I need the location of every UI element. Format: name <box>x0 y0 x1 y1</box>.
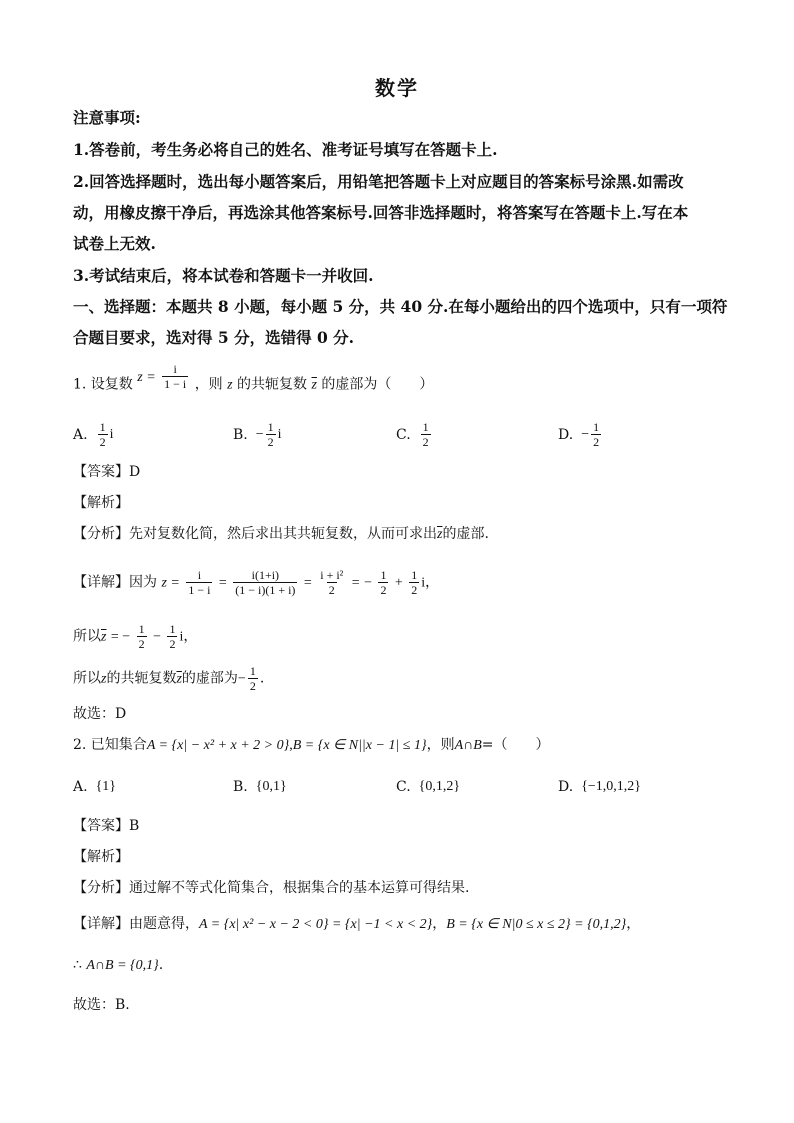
q1-option-a-den: 2 <box>99 435 106 449</box>
q2-option-a-value: {1} <box>95 779 117 794</box>
q1-xj-f2-num: i(1+i) <box>251 568 280 582</box>
q2-fenxi <box>73 876 733 900</box>
q1-option-c <box>396 420 433 449</box>
q1-xiangjie <box>73 568 733 597</box>
section-heading-line-1: 一、选择题：本题共 8 小题，每小题 5 分，共 40 分.在每小题给出的四个选项中，只有一项符 <box>73 297 728 316</box>
q1-xiangjie-half-1 <box>378 568 388 597</box>
q1-fenxi <box>73 522 733 547</box>
q2-analysis-tag: 【解析】 <box>73 849 129 865</box>
page-title: 数学 <box>375 76 419 100</box>
q1-option-b-tail: i <box>277 426 282 442</box>
q1-fenxi-zbar: $\overline{z}$ <box>437 527 443 542</box>
q1-suoyi2-h-num: 1 <box>249 664 256 678</box>
q1-suoyi2-text-3: 的虚部为 <box>181 670 238 687</box>
q1-xj-eq-2: = <box>303 575 312 591</box>
q1-suoyi2-minus: − <box>237 671 246 687</box>
q1-xiangjie-half-2 <box>409 568 419 597</box>
q1-xiangjie-tag: 【详解】 <box>73 574 129 591</box>
q1-zbar: $\overline{z}$ <box>311 377 317 393</box>
q1-suffix: 的虚部为（ ） <box>321 376 434 393</box>
q1-suoyi2-half <box>248 664 258 693</box>
q1-suoyi1-h1-num: 1 <box>138 622 145 636</box>
q2-option-c-label: C. <box>396 779 411 795</box>
q2-option-d <box>558 779 641 795</box>
q1-xj-f1-den: 1 − i <box>188 583 211 597</box>
q2-option-c-value: {0,1,2} <box>418 779 461 794</box>
q2-xiangjie-set-a: A = {x| x² − x − 2 < 0} = {x| −1 < x < 2} <box>199 917 433 932</box>
q2-answer-value: B <box>129 818 140 834</box>
q2-comma: , <box>289 738 293 753</box>
q1-answer-value: D <box>129 464 141 480</box>
q2-intersection: A∩B <box>454 738 482 753</box>
q2-set-a: A = {x| − x² + x + 2 > 0} <box>146 738 290 753</box>
q1-xj-half1-num: 1 <box>380 568 387 582</box>
q1-xj-f3-num: i + i² <box>320 568 344 582</box>
q2-option-b-label: B. <box>233 779 248 795</box>
q1-option-a-tail: i <box>109 426 114 442</box>
q2-answer <box>73 814 733 838</box>
q1-suoyi1-minus: − <box>153 629 162 645</box>
notice-item-1: 1.答卷前，考生务必将自己的姓名、准考证号填写在答题卡上. <box>73 140 498 159</box>
q1-option-c-frac <box>421 420 431 449</box>
q2-set-b: B = {x ∈ N||x − 1| ≤ 1} <box>292 738 427 753</box>
q1-xj-half2-den: 2 <box>411 583 418 597</box>
q1-suoyi1-end: ， <box>183 628 198 645</box>
q2-fenxi-tag: 【分析】 <box>73 880 129 896</box>
q1-option-a-num: 1 <box>99 420 106 434</box>
q1-suoyi2-z: z <box>101 671 107 687</box>
q2-xiangjie-sep: ， <box>432 916 447 932</box>
q1-suoyi1-h2-num: 1 <box>169 622 176 636</box>
q1-xj-half1-den: 2 <box>380 583 387 597</box>
q1-suoyi1-h2-den: 2 <box>169 637 176 651</box>
q1-option-b-frac <box>266 420 276 449</box>
q1-frac-num: i <box>173 362 177 376</box>
q1-xj-end: ， <box>425 574 440 591</box>
notice-item-2-line-2: 动，用橡皮擦干净后，再选涂其他答案标号.回答非选择题时，将答案写在答题卡上.写在本 <box>73 203 689 222</box>
q2-answer-tag: 【答案】 <box>73 818 129 834</box>
q2-xiangjie-text: 由题意得， <box>129 916 199 932</box>
q1-xiangjie-frac-3 <box>318 568 345 597</box>
q2-therefore: ∴ <box>73 958 82 973</box>
q1-fenxi-text-1: 先对复数化简，然后求出其共轭复数，从而可求出 <box>129 526 437 542</box>
q1-option-d-den: 2 <box>593 435 600 449</box>
q1-suoyi1-eq: = − <box>110 629 131 645</box>
q1-suoyi1-half-2 <box>167 622 177 651</box>
q2-xiangjie-set-b: B = {x ∈ N|0 ≤ x ≤ 2} = {0,1,2} <box>446 917 627 932</box>
q1-xiangjie-frac-1 <box>186 568 212 597</box>
q1-xj-minus: − <box>364 575 372 591</box>
q1-option-b <box>233 420 282 449</box>
q1-answer <box>73 460 733 484</box>
notice-item-2-line-3: 试卷上无效. <box>73 234 156 253</box>
q1-suoyi-2 <box>73 664 733 693</box>
q2-option-b <box>233 779 287 795</box>
q1-z: z <box>227 377 233 393</box>
q1-option-d <box>558 420 603 449</box>
q1-option-a-frac <box>98 420 108 449</box>
q1-option-b-label: B. <box>233 426 248 443</box>
q1-xiangjie-text: 因为 <box>129 574 157 591</box>
q1-suoyi2-zbar: $\overline{z}$ <box>176 671 182 687</box>
q1-prefix: 1. 设复数 <box>73 376 133 393</box>
q1-option-d-label: D. <box>558 426 574 443</box>
q1-option-a-label: A. <box>73 426 88 443</box>
q2-suffix: =（ ） <box>481 737 550 753</box>
q2-option-d-value: {−1,0,1,2} <box>581 779 642 794</box>
q2-option-a-label: A. <box>73 779 88 795</box>
q1-suoyi2-h-den: 2 <box>249 679 256 693</box>
q1-mid1: ，则 <box>194 376 223 393</box>
notice-heading: 注意事项: <box>73 108 141 127</box>
q1-option-d-frac <box>591 420 601 449</box>
q2-result-end: . <box>158 957 164 973</box>
q1-option-c-den: 2 <box>422 435 429 449</box>
q1-stem <box>73 362 733 399</box>
q2-choose: 故选：B. <box>73 997 130 1013</box>
q1-xj-half2-num: 1 <box>411 568 418 582</box>
notice-item-2-line-1: 2.回答选择题时，选出每小题答案后，用铅笔把答题卡上对应题目的答案标号涂黑.如需改 <box>73 172 684 191</box>
q1-option-b-den: 2 <box>267 435 274 449</box>
q1-xj-f2-den: (1 − i)(1 + i) <box>235 583 296 597</box>
q1-analysis-tag: 【解析】 <box>73 495 129 511</box>
q1-choose: 故选：D <box>73 706 127 722</box>
q2-option-a <box>73 779 116 795</box>
q2-option-c <box>396 779 460 795</box>
q1-xj-f1-num: i <box>197 568 202 582</box>
q1-suoyi2-text-1: 所以 <box>73 670 101 687</box>
q2-stem <box>73 733 733 758</box>
q2-prefix: 2. 已知集合 <box>73 737 147 753</box>
q1-option-d-num: 1 <box>593 420 600 434</box>
q1-mid2: 的共轭复数 <box>237 376 308 393</box>
q1-xj-eq-1: = <box>218 575 227 591</box>
q1-option-b-num: 1 <box>267 420 274 434</box>
section-heading-line-2: 合题目要求，选对得 5 分，选错得 0 分. <box>73 328 355 347</box>
q2-option-d-label: D. <box>558 779 574 795</box>
q1-option-c-num: 1 <box>422 420 429 434</box>
q1-suoyi1-h1-den: 2 <box>138 637 145 651</box>
q2-fenxi-text: 通过解不等式化简集合，根据集合的基本运算可得结果. <box>129 880 470 896</box>
q1-xj-i: i <box>421 575 426 591</box>
q2-xiangjie-end: ， <box>626 916 641 932</box>
q1-suoyi2-text-2: 的共轭复数 <box>106 670 177 687</box>
q2-option-b-value: {0,1} <box>255 779 287 794</box>
q1-option-d-sign: − <box>581 426 590 442</box>
q1-suoyi1-half-1 <box>137 622 147 651</box>
q1-option-a <box>73 420 113 449</box>
q1-suoyi2-end: . <box>259 670 265 687</box>
q2-mid: ，则 <box>426 737 455 753</box>
q1-xiangjie-frac-2 <box>233 568 297 597</box>
q1-answer-tag: 【答案】 <box>73 464 129 480</box>
q1-xj-eq-3: = <box>351 575 360 591</box>
q1-xj-plus: + <box>394 575 403 591</box>
q1-xiangjie-lhs: z = <box>161 575 180 591</box>
q1-eq-lhs: z = <box>137 369 156 385</box>
q2-result <box>73 953 733 978</box>
q1-option-c-label: C. <box>396 426 411 443</box>
q2-result-value: A∩B = {0,1} <box>86 958 159 973</box>
q1-suoyi1-i: i <box>179 629 184 645</box>
q1-fenxi-text-2: 的虚部. <box>442 526 489 542</box>
q1-fenxi-tag: 【分析】 <box>73 526 129 542</box>
q1-xj-f3-den: 2 <box>328 583 335 597</box>
q1-option-b-sign: − <box>255 426 264 442</box>
q1-suoyi1-text: 所以 <box>73 628 101 645</box>
q1-suoyi1-zbar: $\overline{z}$ <box>101 629 107 645</box>
q1-suoyi-1 <box>73 622 733 651</box>
q2-xiangjie <box>73 912 733 937</box>
q1-frac-den: 1 − i <box>164 377 187 391</box>
q1-fraction <box>162 362 188 391</box>
notice-item-3: 3.考试结束后，将本试卷和答题卡一并收回. <box>73 266 374 285</box>
q2-xiangjie-tag: 【详解】 <box>73 916 129 932</box>
